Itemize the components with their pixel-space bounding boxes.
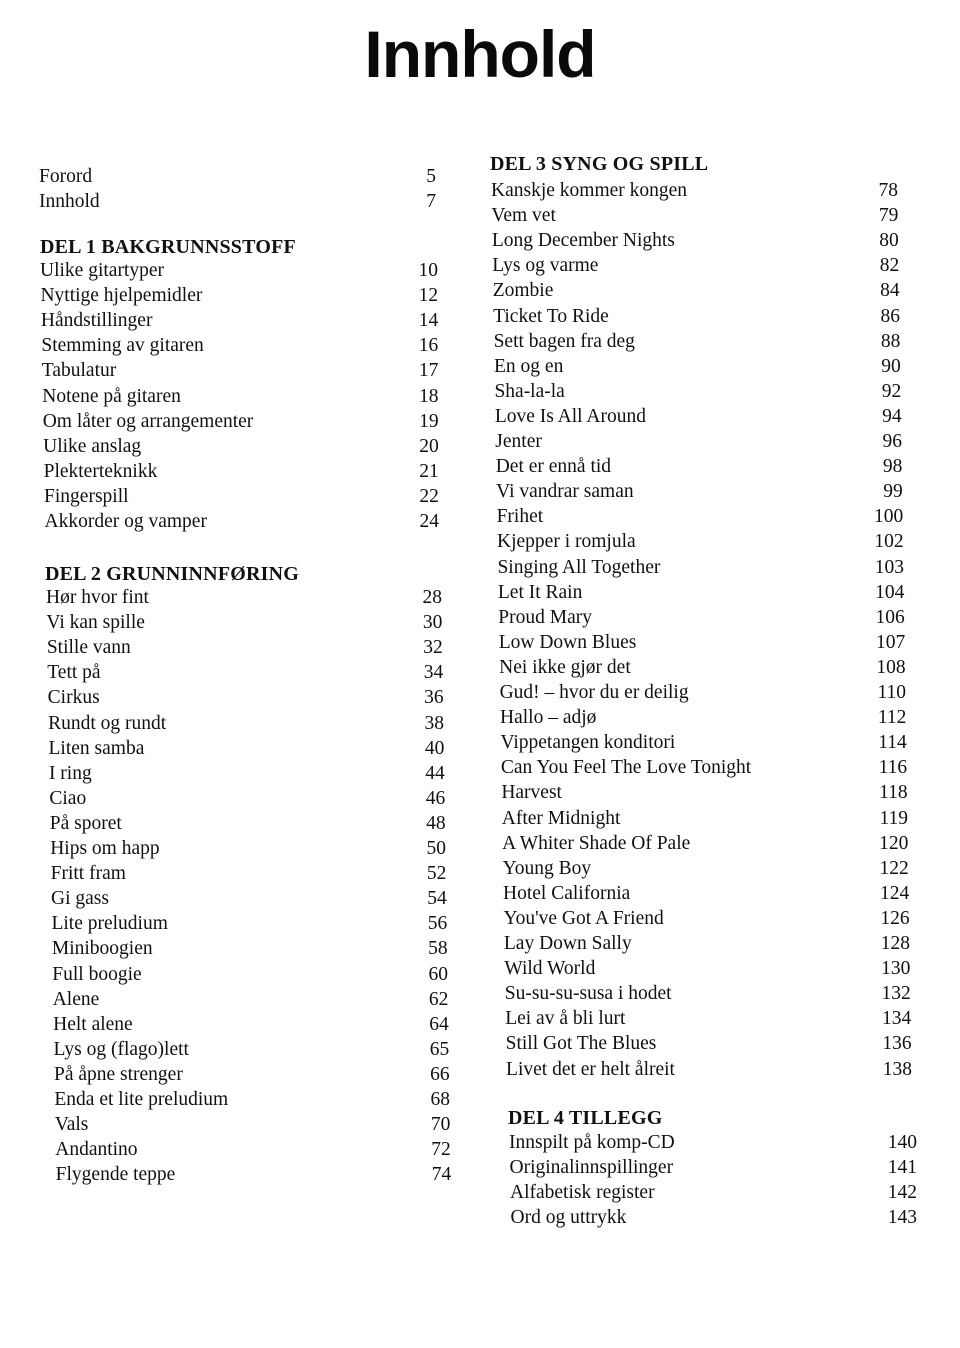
entry-page-number: 126 [880,907,910,929]
entry-page-number: 98 [882,456,903,478]
entry-title: After Midnight [501,807,621,829]
entry-page-number: 65 [429,1038,450,1060]
entry-page-number: 100 [873,506,904,528]
entry-page-number: 82 [879,255,900,277]
toc-entry [0,605,960,630]
entry-title: Håndstillinger [40,310,153,332]
entry-page-number: 88 [880,330,901,352]
entry-page-number: 79 [878,205,899,227]
entry-page-number: 143 [887,1207,917,1229]
entry-title: Cirkus [47,687,100,709]
entry-title: You've Got A Friend [503,907,664,929]
entry-title: Innspilt på komp-CD [509,1132,675,1153]
toc-entry [0,630,960,655]
entry-page-number: 140 [887,1132,917,1153]
entry-title: Nyttige hjelpemidler [40,285,203,307]
entry-page-number: 110 [877,682,906,703]
entry-title: Can You Feel The Love Tonight [500,757,752,779]
entry-page-number: 14 [418,310,439,332]
entry-page-number: 74 [431,1164,452,1186]
toc-entry [0,555,960,580]
entry-page-number: 130 [881,958,911,980]
toc-entry [0,655,960,680]
entry-title: Fingerspill [44,485,129,507]
entry-page-number: 44 [425,762,445,784]
entry-title: Lite preludium [51,913,168,935]
entry-title: Kjepper i romjula [497,531,636,553]
entry-title: Helt alene [53,1013,133,1035]
entry-title: Andantino [55,1139,138,1161]
entry-page-number: 10 [418,260,438,281]
entry-page-number: 80 [879,230,899,252]
entry-title: Lay Down Sally [503,933,632,954]
toc-entry [0,730,960,755]
entry-title: Stille vann [46,637,131,659]
entry-title: Ciao [49,787,87,809]
entry-title: Long December Nights [491,230,675,252]
entry-page-number: 138 [882,1058,912,1080]
entry-title: Sett bagen fra deg [493,330,635,352]
entry-page-number: 52 [426,863,447,885]
entry-page-number: 70 [430,1114,451,1136]
entry-page-number: 54 [427,888,447,910]
entry-title: Tett på [47,662,101,684]
entry-page-number: 134 [881,1008,912,1030]
entry-title: Innhold [39,191,100,213]
toc-entry [0,429,960,454]
entry-title: Vi kan spille [46,612,145,634]
toc-entry [0,956,960,981]
entry-title: Jenter [495,431,542,452]
entry-page-number: 21 [419,460,439,482]
toc-entry [0,705,960,730]
entry-title: Det er ennå tid [495,456,612,478]
entry-page-number: 99 [883,481,903,503]
toc-entry [0,228,960,253]
entry-page-number: 36 [424,687,444,709]
entry-page-number: 56 [427,913,448,935]
toc-entry [0,253,960,278]
section-heading-del-1: DEL 1 BAKGRUNNSSTOFF [40,236,296,258]
entry-title: Low Down Blues [498,631,637,653]
entry-page-number: 104 [875,581,905,603]
entry-title: Om låter og arrangementer [42,410,254,432]
toc-entry [0,931,960,956]
entry-page-number: 132 [881,983,911,1005]
entry-page-number: 48 [426,812,446,834]
entry-page-number: 7 [426,191,436,213]
entry-page-number: 90 [881,355,901,377]
toc-entry [0,831,960,856]
entry-title: A Whiter Shade Of Pale [502,832,691,854]
entry-title: Su-su-su-susa i hodet [504,983,672,1005]
toc-entry [0,580,960,605]
toc-entry [0,529,960,554]
entry-title: Liten samba [48,737,145,759]
entry-page-number: 106 [875,606,905,628]
entry-page-number: 118 [879,782,908,804]
entry-page-number: 62 [428,988,449,1010]
entry-page-number: 78 [878,180,898,201]
toc-entry [0,379,960,404]
entry-title: Gud! – hvor du er deilig [499,682,689,703]
toc-entry [0,404,960,429]
entry-page-number: 122 [879,857,909,879]
entry-title: Hallo – adjø [500,707,597,729]
entry-title: Forord [39,166,93,187]
entry-title: Rundt og rundt [48,712,167,734]
entry-page-number: 102 [874,531,904,553]
entry-page-number: 16 [418,335,439,357]
entry-page-number: 103 [874,556,904,578]
entry-title: Akkorder og vamper [44,511,207,532]
entry-title: Hips om happ [50,838,160,859]
entry-title: Proud Mary [498,606,592,628]
toc-entry [0,1006,960,1031]
entry-page-number: 84 [880,280,900,302]
entry-title: Zombie [492,280,554,302]
entry-title: Livet det er helt ålreit [506,1058,675,1080]
toc-entry [0,504,960,529]
entry-title: Frihet [496,506,544,528]
entry-title: Miniboogien [51,938,153,960]
entry-title: Young Boy [502,857,592,879]
entry-page-number: 112 [877,707,907,729]
entry-title: En og en [494,355,564,377]
entry-title: Vals [54,1114,89,1136]
entry-page-number: 20 [419,435,439,457]
entry-page-number: 38 [424,712,444,734]
toc-entry [0,479,960,504]
entry-page-number: 119 [879,807,908,829]
entry-title: Kanskje kommer kongen [491,180,688,201]
toc-entry [0,1155,960,1180]
entry-page-number: 34 [423,662,444,684]
toc-entry [0,1057,960,1082]
entry-title: Gi gass [51,888,109,910]
entry-title: Lys og varme [492,255,599,277]
entry-title: Ulike gitartyper [40,260,164,281]
entry-title: Tabulatur [41,360,117,382]
entry-page-number: 92 [881,380,902,402]
toc-entry [0,354,960,379]
toc-entry [0,304,960,329]
entry-title: Fritt fram [50,863,126,885]
entry-title: Let It Rain [497,581,583,603]
entry-page-number: 22 [419,485,439,507]
entry-title: Singing All Together [497,556,661,578]
section-heading-del-2: DEL 2 GRUNNINNFØRING [45,563,300,585]
toc-entry [0,178,960,203]
entry-title: Still Got The Blues [505,1033,657,1055]
entry-page-number: 107 [875,631,906,653]
entry-page-number: 30 [422,612,443,634]
entry-title: Lei av å bli lurt [505,1008,626,1030]
entry-title: Lys og (flago)lett [53,1038,189,1060]
entry-page-number: 120 [879,832,909,854]
entry-title: Enda et lite preludium [54,1089,229,1110]
entry-title: Plekterteknikk [43,460,158,482]
entry-page-number: 141 [887,1157,917,1179]
toc-entry [0,981,960,1006]
entry-title: Vem vet [491,205,556,227]
page-title: Innhold [364,17,596,91]
entry-title: Wild World [504,958,596,980]
entry-title: Originalinnspillinger [509,1157,674,1179]
entry-page-number: 68 [430,1089,450,1110]
entry-page-number: 28 [422,587,442,608]
entry-title: På sporet [49,812,122,834]
entry-page-number: 58 [428,938,448,960]
toc-entry [0,454,960,479]
toc-entry [0,203,960,228]
entry-page-number: 64 [429,1013,449,1035]
toc-entry [0,906,960,931]
entry-title: Nei ikke gjør det [499,656,631,678]
entry-page-number: 46 [425,787,446,809]
entry-title: I ring [48,762,92,784]
toc-entry [0,1180,960,1205]
entry-title: Ulike anslag [43,435,142,457]
entry-page-number: 32 [423,637,443,659]
entry-title: Ticket To Ride [493,305,609,327]
entry-title: Sha-la-la [494,380,565,402]
entry-title: Alene [52,988,100,1010]
toc-entry [0,806,960,831]
entry-page-number: 124 [879,882,910,904]
entry-title: Full boogie [52,963,142,985]
entry-page-number: 86 [880,305,900,327]
toc-entry [0,780,960,805]
entry-page-number: 114 [878,732,907,754]
entry-page-number: 50 [426,838,446,859]
toc-entry [0,1031,960,1056]
entry-title: Stemming av gitaren [41,335,204,357]
entry-title: På åpne strenger [53,1063,183,1085]
section-heading-del-4: DEL 4 TILLEGG [508,1107,663,1129]
entry-title: Hotel California [503,882,631,904]
toc-entry [0,1130,960,1155]
entry-title: Love Is All Around [494,405,646,427]
entry-page-number: 72 [431,1139,451,1161]
toc-entry [0,1087,960,1112]
entry-title: Ord og uttrykk [510,1207,627,1229]
entry-page-number: 12 [418,285,439,307]
entry-page-number: 24 [419,511,439,532]
toc-entry [0,278,960,303]
entry-page-number: 94 [882,405,902,427]
entry-page-number: 40 [424,737,445,759]
entry-page-number: 136 [882,1033,912,1055]
toc-entry [0,329,960,354]
toc-entry [0,881,960,906]
entry-page-number: 19 [419,410,439,432]
section-heading-del-3: DEL 3 SYNG OG SPILL [490,153,709,175]
entry-title: Hør hvor fint [46,587,149,608]
entry-page-number: 66 [430,1063,450,1085]
entry-page-number: 18 [419,385,439,407]
entry-title: Notene på gitaren [42,385,181,407]
entry-title: Flygende teppe [55,1164,176,1186]
entry-page-number: 5 [426,166,436,187]
entry-page-number: 60 [428,963,448,985]
entry-page-number: 142 [887,1182,917,1204]
toc-entry [0,856,960,881]
toc-entry [0,755,960,780]
entry-page-number: 17 [418,360,439,382]
entry-title: Alfabetisk register [510,1182,655,1204]
entry-page-number: 128 [880,933,910,954]
entry-title: Vippetangen konditori [500,732,676,754]
entry-page-number: 108 [876,656,906,678]
entry-page-number: 116 [878,757,908,779]
toc-entry [0,1205,960,1230]
entry-page-number: 96 [882,431,902,452]
entry-title: Vi vandrar saman [496,481,634,503]
entry-title: Harvest [501,782,562,804]
toc-entry [0,680,960,705]
